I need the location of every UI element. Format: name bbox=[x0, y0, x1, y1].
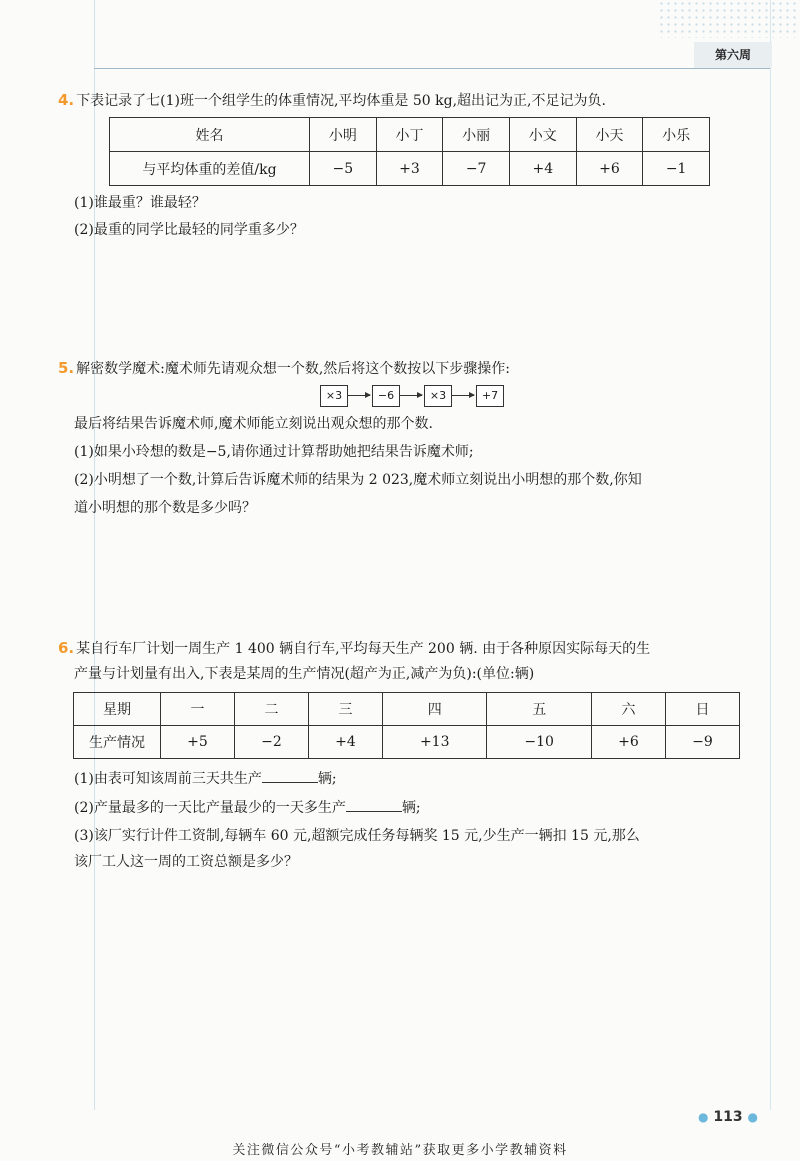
q4-value-cell: −1 bbox=[643, 152, 710, 186]
q4-value-cell: +3 bbox=[376, 152, 443, 186]
arrow-right-icon bbox=[452, 395, 474, 396]
page-number bbox=[698, 1109, 758, 1125]
left-margin-rule bbox=[94, 0, 95, 1110]
q5-step-box: −6 bbox=[372, 385, 400, 407]
page-number-text: 113 bbox=[713, 1109, 743, 1125]
q4-name-cell: 小文 bbox=[509, 118, 576, 152]
q4-number: 4. bbox=[58, 91, 75, 109]
q6-intro-text: 某自行车厂计划一周生产 1 400 辆自行车,平均每天生产 200 辆. 由于各种原因实际每天的生 bbox=[76, 641, 651, 657]
q6-sub1 bbox=[74, 768, 337, 789]
q6-day-cell: 二 bbox=[235, 693, 309, 726]
q6-value-cell: +4 bbox=[309, 726, 383, 759]
q4-name-cell: 小天 bbox=[576, 118, 643, 152]
q4-name-cell: 小丽 bbox=[443, 118, 510, 152]
q6-day-cell: 六 bbox=[591, 693, 665, 726]
q6-sub3-line1: (3)该厂实行计件工资制,每辆车 60 元,超额完成任务每辆奖 15 元,少生产一辆扣 15 元,那么 bbox=[74, 828, 640, 844]
q4-name-cell: 小明 bbox=[310, 118, 377, 152]
q4-value-cell: −7 bbox=[443, 152, 510, 186]
q4-row1-header: 姓名 bbox=[110, 118, 310, 152]
week-label: 第六周 bbox=[694, 42, 772, 68]
table-row bbox=[74, 693, 740, 726]
q6-day-cell: 一 bbox=[161, 693, 235, 726]
q6-sub2-answer-blank[interactable] bbox=[346, 797, 402, 812]
q5-intro bbox=[58, 358, 510, 379]
q6-sub2-unit: 辆; bbox=[401, 800, 421, 816]
q4-sub1: (1)谁最重？谁最轻？ bbox=[74, 195, 206, 211]
q6-sub1-unit: 辆; bbox=[317, 771, 337, 787]
q6-day-cell: 四 bbox=[383, 693, 487, 726]
q6-row2-header: 生产情况 bbox=[74, 726, 161, 759]
q5-step-box: ×3 bbox=[320, 385, 348, 407]
q5-sub1: (1)如果小玲想的数是−5,请你通过计算帮助她把结果告诉魔术师; bbox=[74, 444, 474, 460]
q6-sub3-line2: 该厂工人这一周的工资总额是多少？ bbox=[74, 854, 298, 870]
header-divider bbox=[94, 68, 770, 69]
q6-day-cell: 三 bbox=[309, 693, 383, 726]
q6-value-cell: +6 bbox=[591, 726, 665, 759]
q6-value-cell: −9 bbox=[665, 726, 739, 759]
q6-sub2 bbox=[74, 797, 421, 818]
q4-name-cell: 小乐 bbox=[643, 118, 710, 152]
q6-day-cell: 五 bbox=[487, 693, 591, 726]
q5-sub2-line1: (2)小明想了一个数,计算后告诉魔术师的结果为 2 023,魔术师立刻说出小明想的那个数,你知 bbox=[74, 472, 642, 488]
q4-weight-table bbox=[109, 117, 710, 186]
q6-production-table bbox=[73, 692, 740, 759]
q5-sub2-line2: 道小明想的那个数是多少吗？ bbox=[74, 500, 256, 516]
arrow-right-icon bbox=[400, 395, 422, 396]
q5-number: 5. bbox=[58, 359, 75, 377]
q6-value-cell: +13 bbox=[383, 726, 487, 759]
q6-value-cell: −2 bbox=[235, 726, 309, 759]
q4-row2-header: 与平均体重的差值/kg bbox=[110, 152, 310, 186]
q6-row1-header: 星期 bbox=[74, 693, 161, 726]
q5-line2: 最后将结果告诉魔术师,魔术师能立刻说出观众想的那个数. bbox=[74, 416, 433, 432]
decorative-dot-pattern bbox=[658, 0, 800, 38]
q4-value-cell: +4 bbox=[509, 152, 576, 186]
q4-value-cell: +6 bbox=[576, 152, 643, 186]
q4-intro bbox=[58, 90, 606, 111]
q6-day-cell: 日 bbox=[665, 693, 739, 726]
q6-sub1-text: (1)由表可知该周前三天共生产 bbox=[74, 771, 262, 787]
watermark-footer: 关注微信公众号“小考教辅站”获取更多小学教辅资料 bbox=[232, 1143, 568, 1158]
q6-sub2-text: (2)产量最多的一天比产量最少的一天多生产 bbox=[74, 800, 346, 816]
q5-step-box: +7 bbox=[476, 385, 504, 407]
q6-value-cell: −10 bbox=[487, 726, 591, 759]
right-margin-rule bbox=[770, 0, 771, 1110]
table-row bbox=[110, 118, 710, 152]
q5-intro-text: 解密数学魔术:魔术师先请观众想一个数,然后将这个数按以下步骤操作: bbox=[76, 361, 511, 377]
q4-intro-text: 下表记录了七(1)班一个组学生的体重情况,平均体重是 50 kg,超出记为正,不足记为负. bbox=[76, 93, 606, 109]
table-row bbox=[110, 152, 710, 186]
q4-value-cell: −5 bbox=[310, 152, 377, 186]
table-row bbox=[74, 726, 740, 759]
q6-value-cell: +5 bbox=[161, 726, 235, 759]
q4-sub2: (2)最重的同学比最轻的同学重多少？ bbox=[74, 222, 304, 238]
q6-intro-line1 bbox=[58, 638, 650, 659]
arrow-right-icon bbox=[348, 395, 370, 396]
q4-name-cell: 小丁 bbox=[376, 118, 443, 152]
bullet-dot-icon: ● bbox=[747, 1110, 758, 1124]
q6-intro-line2: 产量与计划量有出入,下表是某周的生产情况(超产为正,减产为负):(单位:辆) bbox=[74, 666, 535, 682]
bullet-dot-icon: ● bbox=[698, 1110, 709, 1124]
q6-number: 6. bbox=[58, 639, 75, 657]
q5-step-box: ×3 bbox=[424, 385, 452, 407]
q6-sub1-answer-blank[interactable] bbox=[262, 768, 318, 783]
